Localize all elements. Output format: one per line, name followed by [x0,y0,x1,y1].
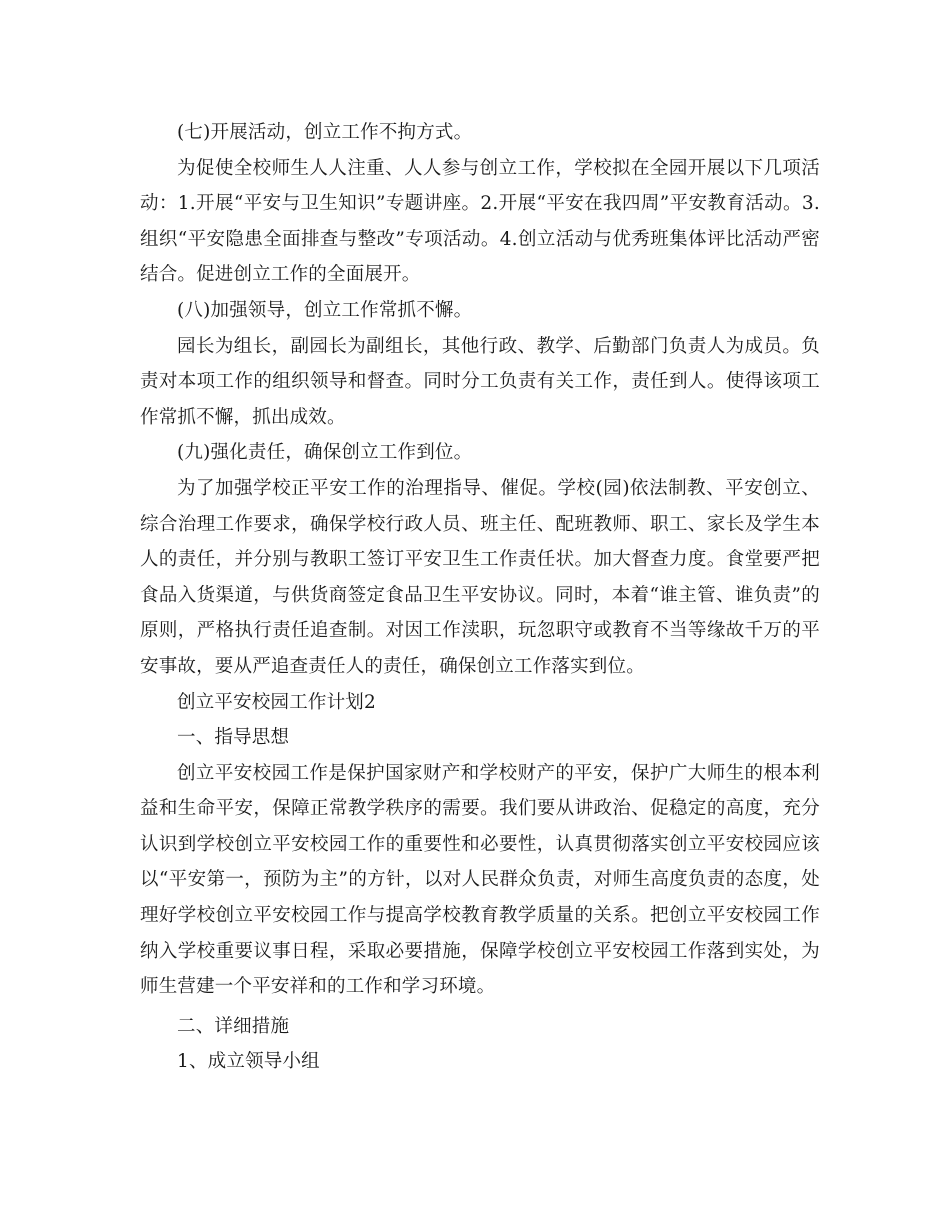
item-leadership-group: 1、成立领导小组 [177,1051,320,1073]
section-heading-8: (八)加强领导，创立工作常抓不懈。 [177,299,473,321]
paragraph-responsibility: 为了加强学校正平安工作的治理指导、催促。学校(园)依法制教、平安创立、综合治理工作要求，确保学校行政人员、班主任、配班教师、职工、家长及学生本人的责任，并分别与教职工签订平安卫生工作责任状。加大督查力度。食堂要严把食品入货渠道，与供货商签定食品卫生平安协议。同时，本着“谁主管、谁负责”的原则，严格执行责任追查制。对因工作渎职，玩忽职守或教育不当等缘故千万的平安事故，要从严追查责任人的责任，确保创立工作落实到位。 [140,477,820,677]
heading-guiding-ideology: 一、指导思想 [177,727,290,749]
paragraph-leadership: 园长为组长，副园长为副组长，其他行政、教学、后勤部门负责人为成员。负责对本项工作的组织领导和督查。同时分工负责有关工作，责任到人。使得该项工作常抓不懈，抓出成效。 [140,335,820,428]
plan-title-2: 创立平安校园工作计划2 [177,691,376,713]
section-heading-7: (七)开展活动，创立工作不拘方式。 [177,122,473,143]
section-heading-9: (九)强化责任，确保创立工作到位。 [177,442,473,464]
paragraph-guiding-ideology: 创立平安校园工作是保护国家财产和学校财产的平安，保护广大师生的根本利益和生命平安，保障正常教学秩序的需要。我们要从讲政治、促稳定的高度，充分认识到学校创立平安校园工作的重要性和必要性，认真贯彻落实创立平安校园应该以“平安第一，预防为主”的方针，以对人民群众负责，对师生高度负责的态度，处理好学校创立平安校园工作与提高学校教育教学质量的关系。把创立平安校园工作纳入学校重要议事日程，采取必要措施，保障学校创立平安校园工作落到实处，为师生营建一个平安祥和的工作和学习环境。 [140,762,820,998]
document-body [140,115,820,1080]
heading-detailed-measures: 二、详细措施 [177,1015,290,1037]
paragraph-activities: 为促使全校师生人人注重、人人参与创立工作，学校拟在全园开展以下几项活动：1.开展“平安与卫生知识”专题讲座。2.开展“平安在我四周”平安教育活动。3.组织“平安隐患全面排查与整改”专项活动。4.创立活动与优秀班集体评比活动严密结合。促进创立工作的全面展开。 [140,157,820,286]
